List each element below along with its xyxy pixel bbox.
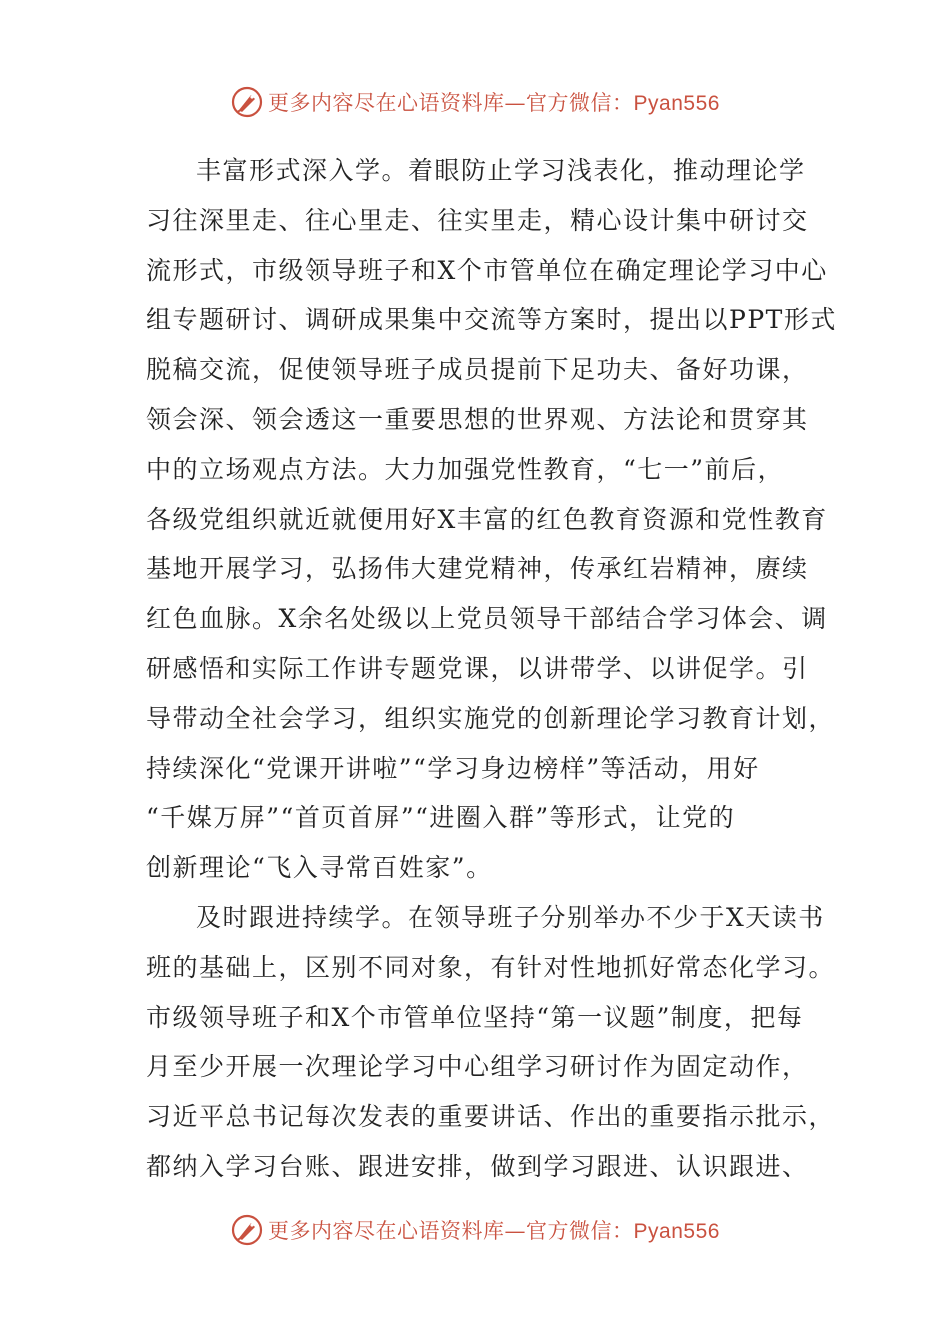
text-line: 组专题研讨、调研成果集中交流等方案时，提出以PPT形式 [146, 305, 837, 335]
text-line: 创新理论“飞入寻常百姓家”。 [146, 853, 493, 883]
text-line: “千媒万屏”“首页首屏”“进圈入群”等形式，让党的 [146, 803, 736, 833]
header-wechat-id: Pyan556 [633, 92, 720, 115]
text-line: 持续深化“党课开讲啦”“学习身边榜样”等活动，用好 [146, 753, 760, 783]
text-line: 及时跟进持续学。在领导班子分别举办不少于X天读书 [196, 902, 825, 932]
pen-nib-icon [230, 85, 264, 119]
text-line: 习近平总书记每次发表的重要讲话、作出的重要指示批示， [146, 1102, 836, 1132]
header-banner-text: 更多内容尽在心语资料库—官方微信：Pyan556 [268, 91, 720, 115]
text-line: 丰富形式深入学。着眼防止学习浅表化，推动理论学 [196, 156, 806, 185]
text-line: 习往深里走、往心里走、往实里走，精心设计集中研讨交 [146, 205, 809, 235]
header-banner [0, 82, 950, 122]
footer-wechat-id: Pyan556 [633, 1220, 720, 1243]
text-line: 脱稿交流，促使领导班子成员提前下足功夫、备好功课， [146, 355, 809, 385]
text-line: 市级领导班子和X个市管单位坚持“第一议题”制度，把每 [146, 1002, 804, 1032]
text-line: 各级党组织就近就便用好X丰富的红色教育资源和党性教育 [146, 504, 828, 534]
text-line: 红色血脉。X余名处级以上党员领导干部结合学习体会、调 [146, 604, 828, 634]
text-line: 基地开展学习，弘扬伟大建党精神，传承红岩精神，赓续 [146, 554, 809, 584]
pen-nib-icon [230, 1213, 264, 1247]
text-line: 领会深、领会透这一重要思想的世界观、方法论和贯穿其 [146, 404, 809, 434]
text-line: 月至少开展一次理论学习中心组学习研讨作为固定动作， [146, 1052, 809, 1082]
text-line: 研感悟和实际工作讲专题党课，以讲带学、以讲促学。引 [146, 653, 809, 683]
text-line: 流形式，市级领导班子和X个市管单位在确定理论学习中心 [146, 255, 828, 285]
text-line: 班的基础上，区别不同对象，有针对性地抓好常态化学习。 [146, 952, 836, 982]
text-line: 都纳入学习台账、跟进安排，做到学习跟进、认识跟进、 [146, 1151, 809, 1181]
document-body [146, 146, 837, 1192]
text-line: 中的立场观点方法。大力加强党性教育，“七一”前后， [146, 454, 785, 484]
footer-banner [0, 1210, 950, 1250]
footer-banner-text: 更多内容尽在心语资料库—官方微信：Pyan556 [268, 1219, 720, 1243]
text-line: 导带动全社会学习，组织实施党的创新理论学习教育计划， [146, 703, 836, 733]
